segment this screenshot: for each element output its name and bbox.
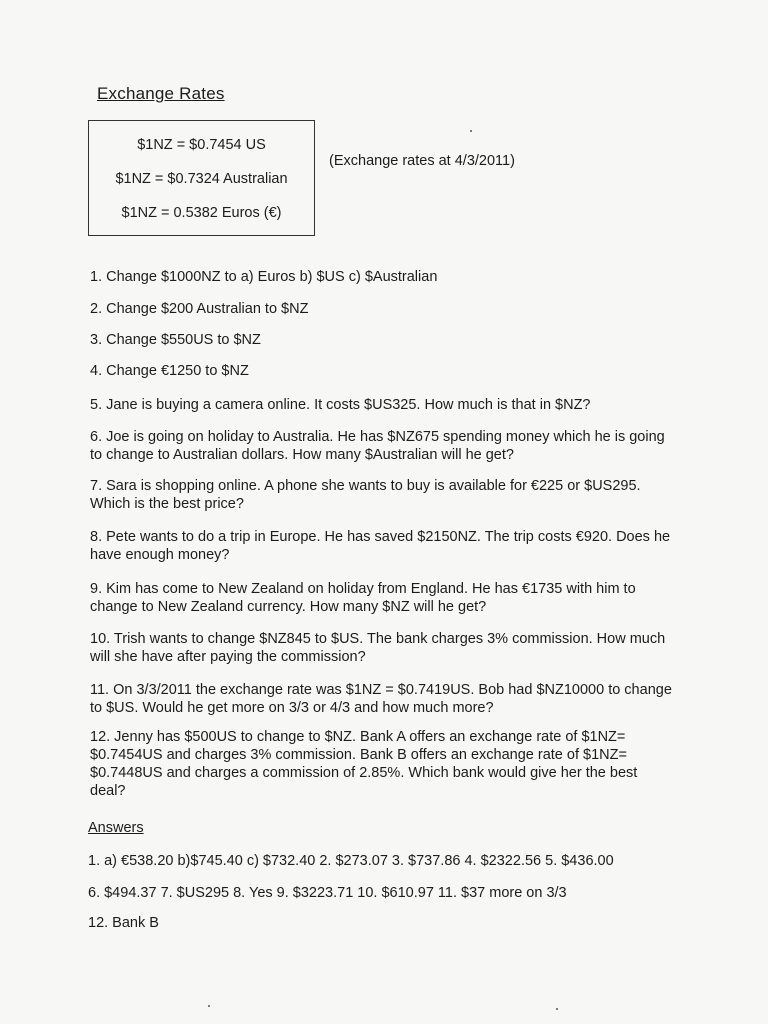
question-5: 5. Jane is buying a camera online. It costs $US325. How much is that in $NZ? [90, 397, 591, 413]
question-11: 11. On 3/3/2011 the exchange rate was $1NZ = $0.7419US. Bob had $NZ10000 to change to $US. Would he get more on 3/3 or 4/3 and how much more? [90, 682, 672, 716]
question-9: 9. Kim has come to New Zealand on holiday from England. He has €1735 with him to change to New Zealand currency. How many $NZ will he get? [90, 581, 636, 615]
page-title: Exchange Rates [97, 84, 225, 103]
scan-speck [208, 1005, 210, 1007]
question-6: 6. Joe is going on holiday to Australia. He has $NZ675 spending money which he is going to change to Australian dollars. How many $Australian will he get? [90, 429, 665, 463]
question-8: 8. Pete wants to do a trip in Europe. He has saved $2150NZ. The trip costs €920. Does he have enough money? [90, 529, 671, 563]
question-2: 2. Change $200 Australian to $NZ [90, 301, 309, 317]
rate-australian: $1NZ = $0.7324 Australian [115, 171, 288, 187]
answers-line-1: 1. a) €538.20 b)$745.40 c) $732.40 2. $273.07 3. $737.86 4. $2322.56 5. $436.00 [88, 853, 614, 869]
scan-speck [470, 130, 472, 132]
question-1: 1. Change $1000NZ to a) Euros b) $US c) $Australian [90, 269, 438, 285]
question-10: 10. Trish wants to change $NZ845 to $US. The bank charges 3% commission. How much will she have after paying the commission? [90, 631, 666, 665]
question-4: 4. Change €1250 to $NZ [90, 363, 249, 379]
scan-speck [556, 1008, 558, 1010]
exchange-rates-box [88, 120, 315, 236]
question-7: 7. Sara is shopping online. A phone she wants to buy is available for €225 or $US295. Which is the best price? [90, 478, 641, 512]
answers-heading: Answers [88, 820, 144, 836]
rate-euros: $1NZ = 0.5382 Euros (€) [121, 205, 282, 221]
question-12: 12. Jenny has $500US to change to $NZ. Bank A offers an exchange rate of $1NZ= $0.7454US and charges 3% commission. Bank B offers an exchange rate of $1NZ= $0.7448US and charges a commission of 2.85%. Which bank would give her the best deal? [90, 729, 638, 799]
rate-us: $1NZ = $0.7454 US [137, 137, 266, 153]
answers-line-3: 12. Bank B [88, 915, 159, 931]
answers-line-2: 6. $494.37 7. $US295 8. Yes 9. $3223.71 10. $610.97 11. $37 more on 3/3 [88, 885, 567, 901]
question-3: 3. Change $550US to $NZ [90, 332, 261, 348]
rates-date-note: (Exchange rates at 4/3/2011) [329, 153, 515, 169]
